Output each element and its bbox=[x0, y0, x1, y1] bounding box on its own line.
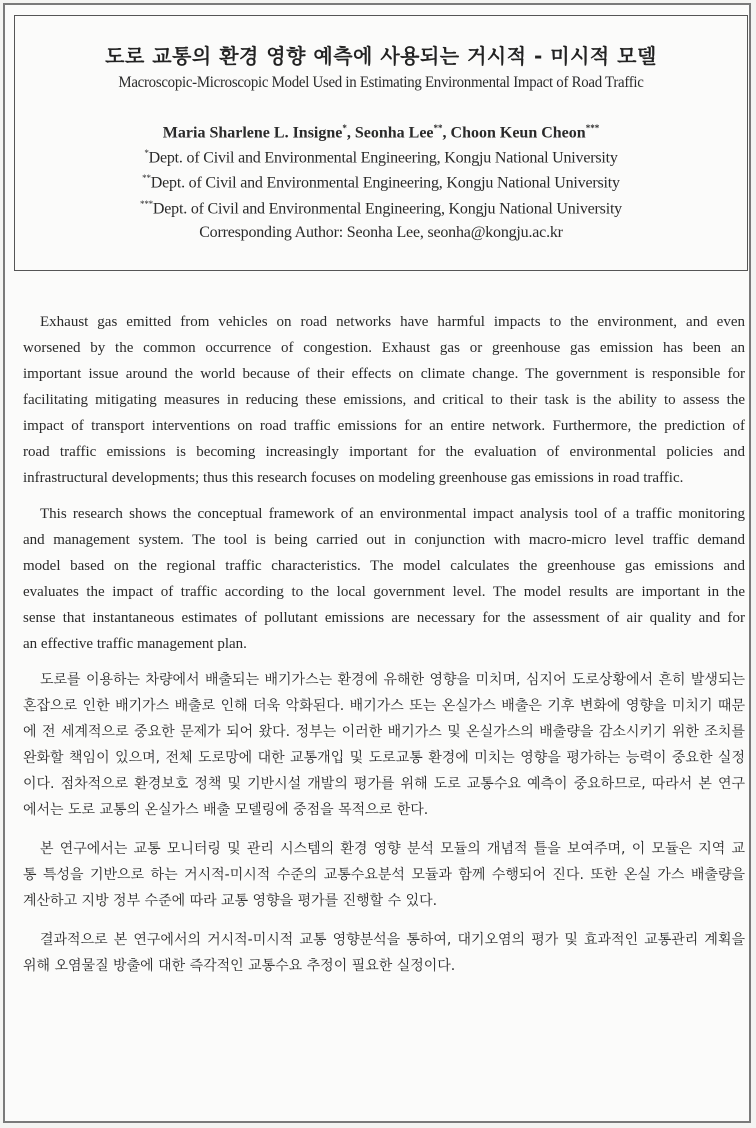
author-mark: * bbox=[342, 123, 347, 133]
author-mark: *** bbox=[585, 123, 600, 133]
abstract-paragraph bbox=[23, 667, 745, 823]
text-line: 계산하고 지방 정부 수준에 따라 교통 영향을 평가를 진행할 수 있다. bbox=[23, 893, 438, 909]
text-line: an effective traffic management plan. bbox=[23, 636, 247, 652]
affiliation bbox=[15, 173, 747, 192]
affiliation-text: Dept. of Civil and Environmental Engineering, Kongju National University bbox=[152, 200, 622, 218]
text-line: important issue around the world because of their effects on climate change. The government is responsible for bbox=[23, 366, 745, 382]
text-line: 본 연구에서는 교통 모니터링 및 관리 시스템의 환경 영향 분석 모듈의 개념적 틀을 보여주며, 이 모듈은 지역 교 bbox=[40, 841, 745, 857]
affiliation-mark: ** bbox=[142, 173, 151, 183]
text-line: model based on the regional traffic characteristics. The model calculates the greenhouse gas emissions and bbox=[23, 558, 745, 574]
text-line: Exhaust gas emitted from vehicles on road networks have harmful impacts to the environment, and even bbox=[40, 314, 745, 330]
author-name: Maria Sharlene L. Insigne bbox=[162, 124, 343, 142]
text-line: evaluates the impact of traffic according to the local government level. The model results are important in the bbox=[23, 584, 745, 600]
text-line: and management system. The tool is being carried out in conjunction with macro-micro level traffic demand bbox=[23, 532, 745, 548]
author-list: Maria Sharlene L. Insigne*, Seonha Lee**, Choon Keun Cheon*** bbox=[162, 123, 600, 142]
text-line: impact of transport interventions on road traffic emissions for an entire network. Furthermore, the prediction of bbox=[23, 418, 745, 434]
affiliation bbox=[15, 148, 747, 167]
author-mark: ** bbox=[433, 123, 443, 133]
text-line: 혼잡으로 인한 배기가스 배출로 인해 더욱 악화된다. 배기가스 또는 온실가스 배출은 기후 변화에 영향을 미치기 때문 bbox=[23, 698, 745, 714]
affiliation-mark: * bbox=[144, 148, 149, 158]
text-line: 도로를 이용하는 차량에서 배출되는 배기가스는 환경에 유해한 영향을 미치며, 심지어 도로상황에서 흔히 발생되는 bbox=[40, 672, 745, 688]
author-name: Seonha Lee bbox=[354, 124, 434, 142]
korean-title: 도로 교통의 환경 영향 예측에 사용되는 거시적 - 미시적 모델 bbox=[105, 44, 657, 68]
text-line: road traffic emissions is becoming increasingly important for the evaluation of environmental policies and bbox=[23, 444, 745, 460]
text-line: 에 전 세계적으로 중요한 문제가 되어 왔다. 정부는 이러한 배기가스 및 온실가스의 배출량을 감소시키기 위한 조치를 bbox=[23, 724, 745, 740]
affiliation bbox=[15, 199, 747, 218]
text-line: 위해 오염물질 방출에 대한 즉각적인 교통수요 추정이 필요한 실정이다. bbox=[23, 958, 456, 974]
abstract-paragraph bbox=[23, 501, 745, 657]
text-line: 에서는 도로 교통의 온실가스 배출 모델링에 중점을 목적으로 한다. bbox=[23, 802, 429, 818]
corresponding-author: Corresponding Author: Seonha Lee, seonha@kongju.ac.kr bbox=[199, 224, 563, 241]
affiliation-mark: *** bbox=[140, 199, 153, 209]
text-line: This research shows the conceptual framework of an environmental impact analysis tool of a traffic monitoring bbox=[40, 506, 745, 522]
affiliation-text: Dept. of Civil and Environmental Engineering, Kongju National University bbox=[150, 174, 620, 192]
title-block bbox=[14, 15, 748, 271]
text-line: worsened by the common occurrence of congestion. Exhaust gas or greenhouse gas emission has been an bbox=[23, 340, 745, 356]
text-line: 완화할 책임이 있으며, 전체 도로망에 대한 교통개입 및 도로교통 환경에 미치는 영향을 평가하는 능력이 중요한 실정 bbox=[23, 750, 745, 766]
english-title: Macroscopic-Microscopic Model Used in Estimating Environmental Impact of Road Traffic bbox=[118, 74, 644, 91]
abstract-paragraph bbox=[23, 836, 745, 914]
abstract-paragraph bbox=[23, 927, 745, 979]
text-line: 결과적으로 본 연구에서의 거시적-미시적 교통 영향분석을 통하여, 대기오염의 평가 및 효과적인 교통관리 계획을 bbox=[40, 932, 745, 948]
document-page bbox=[3, 3, 751, 1123]
text-line: 이다. 점차적으로 환경보호 정책 및 기반시설 개발의 평가를 위해 도로 교통수요 예측이 중요하므로, 따라서 본 연구 bbox=[23, 776, 745, 792]
author-name: Choon Keun Cheon bbox=[450, 124, 586, 142]
abstract-paragraph bbox=[23, 309, 745, 491]
text-line: facilitating mitigating measures in reducing these emissions, and critical to their task is the ability to assess the bbox=[23, 392, 745, 408]
abstract-body bbox=[23, 309, 745, 992]
affiliation-text: Dept. of Civil and Environmental Engineering, Kongju National University bbox=[148, 149, 618, 167]
text-line: infrastructural developments; thus this research focuses on modeling greenhouse gas emissions in road traffic. bbox=[23, 470, 684, 486]
text-line: sense that instantaneous estimates of pollutant emissions are necessary for the assessment of air quality and for bbox=[23, 610, 745, 626]
text-line: 통 특성을 기반으로 하는 거시적-미시적 수준의 교통수요분석 모듈과 함께 수행되어 진다. 또한 온실 가스 배출량을 bbox=[23, 867, 745, 883]
